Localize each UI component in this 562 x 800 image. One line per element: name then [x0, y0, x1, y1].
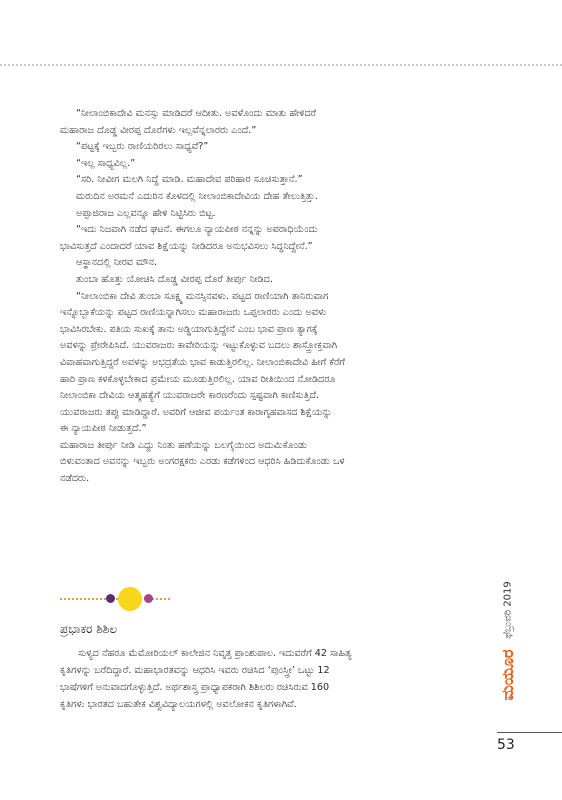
story-line: “ನೀಲಾಂಬಿಕಾದೇವಿ ಮನಸ್ಸು ಮಾಡಿದರೆ ಆದೀತು. ಅವಳೊಂದು ಮಾತು ಹೇಳಿದರೆ [76, 108, 317, 119]
story-line: ವಿವಾಹವಾಗುತ್ತಿದ್ದರೆ ಅವಳನ್ನು ಅಭದ್ರತೆಯ ಭಾವ ಕಾಡುತ್ತಿರಲಿಲ್ಲ. ನೀಲಾಂಬಿಕಾದೇವಿ ಹೀಗೆ ಕೆರೆಗೆ [60, 356, 346, 368]
story-line: “ಇದು ನಿಜವಾಗಿ ನಡೆದ ಘಟನೆ. ಈಗಲೂ ನ್ಯಾಯಪೀಠ ನನ್ನನ್ನು ಅಪರಾಧಿಯೆಂದು [76, 224, 318, 236]
issue-date [500, 580, 516, 640]
story-line: “ಸರಿ. ನೀವೀಗ ಮಲಗಿ ನಿದ್ದೆ ಮಾಡಿ. ಮಹಾದೇವ ಪರಿಹಾರ ಸೂಚಿಸುತ್ತಾನೆ.” [76, 174, 303, 186]
story-line: ಈ ನ್ಯಾಯಪೀಠ ನೀಡುತ್ತದೆ.” [60, 423, 147, 435]
story-line: ಮರುದಿನ ಅರಮನೆ ಎದುರಿನ ಕೊಳದಲ್ಲಿ ನೀಲಾಂಬಿಕಾದೇವಿಯ ದೇಹ ತೇಲುತ್ತಿತ್ತು. [76, 190, 318, 202]
story-line: ನಡೆದರು. [60, 473, 90, 485]
bio-line: ಕೃತಿಗಳನ್ನು ಬರೆದಿದ್ದಾರೆ. ಮಹಾಭಾರತವನ್ನು ಆಧರಿಸಿ ಇವರು ರಚಿಸಿದ ‘ಪುಂಸ್ತ್ರೀ’ ಒಟ್ಟು 12 [60, 665, 330, 676]
story-line: ಮಹಾರಾಜ ದೊಡ್ಡ ವೀರಪ್ಪ ದೊರೆಗಳು ಇಲ್ಲವೆನ್ನಲಾರರು ಎಂದೆ.” [60, 124, 257, 136]
story-line: ಭಾವಿಸುತ್ತದೆ ಎಂದಾದರೆ ಯಾವ ಶಿಕ್ಷೆಯನ್ನು ನೀಡಿದರೂ ಅನುಭವಿಸಲು ಸಿದ್ಧನಿದ್ದೇನೆ.” [60, 240, 313, 252]
story-line: ಅವಳನ್ನು ಪ್ರೇರೇಪಿಸಿದೆ. ಯುವರಾಜರು ಕಾವೇರಿಯನ್ನು ಇಟ್ಟುಕೊಳ್ಳುವ ಬದಲು ಶಾಸ್ತ್ರೋಕ್ತವಾಗಿ [60, 340, 338, 352]
page-number: 53 [497, 737, 515, 753]
magenta-dot-icon [144, 594, 153, 603]
story-text [60, 106, 478, 488]
magazine-brand-text: ಮಯೂರ [498, 649, 517, 701]
yellow-dot-icon [118, 587, 142, 611]
bio-line: ಭಾಷೆಗಳಿಗೆ ಅನುವಾದಗೊಳ್ಳುತ್ತಿದೆ. ಅರ್ಥಶಾಸ್ತ್ರ ಪ್ರಾಧ್ಯಾಪಕರಾಗಿ ಶಿಶಿಲರು ರಚಿಸಿರುವ 160 [60, 682, 330, 693]
bio-line: ಸುಳ್ಯದ ನೆಹರೂ ಮೆಮೋರಿಯಲ್ ಕಾಲೇಜಿನ ನಿವೃತ್ತ ಪ್ರಾಂಶುಪಾಲ. ಇದುವರೆಗೆ 42 ಸಾಹಿತ್ಯ [78, 648, 352, 659]
bio-line: ಕೃತಿಗಳು ಭಾರತದ ಬಹುತೇಕ ವಿಶ್ವವಿದ್ಯಾಲಯಗಳಲ್ಲಿ ಅವಲೋಕನ ಕೃತಿಗಳಾಗಿವೆ. [60, 699, 297, 710]
dotted-line [60, 598, 170, 600]
story-line: “ಪಟ್ಟಕ್ಕೆ ಇಬ್ಬರು ರಾಣಿಯರಿರಲು ಸಾಧ್ಯವೆ?” [76, 141, 209, 153]
top-dotted-divider [0, 64, 562, 66]
magazine-brand [495, 645, 521, 705]
story-line: ತುಂಬಾ ಹೊತ್ತು ಯೋಚಿಸಿ ದೊಡ್ಡ ವೀರಪ್ಪ ದೊರೆ ತೀರ್ಪು ನೀಡಿದ. [76, 273, 273, 285]
story-line: “ಇಲ್ಲ ಸಾಧ್ಯವಿಲ್ಲ.” [76, 157, 136, 169]
story-line: ಆಸ್ಥಾನದಲ್ಲಿ ನೀರವ ಮೌನ. [76, 257, 158, 269]
story-line: ಹಾರಿ ಪ್ರಾಣ ಕಳಕೊಳ್ಳಬೇಕಾದ ಪ್ರಮೇಯ ಮೂಡುತ್ತಿರಲಿಲ್ಲ. ಯಾವ ರೀತಿಯಿಂದ ನೋಡಿದರೂ [60, 373, 336, 385]
story-line: ಯುವರಾಜರು ತಪ್ಪು ಮಾಡಿದ್ದಾರೆ. ಅವರಿಗೆ ಆಜೀವ ಪರ್ಯಂತ ಕಾರಾಗೃಹವಾಸದ ಶಿಕ್ಷೆಯನ್ನು [60, 406, 332, 418]
author-name: ಪ್ರಭಾಕರ ಶಿಶಿಲ [60, 622, 118, 636]
story-line: ಭಾವಿಸಿರಬೇಕು. ಪತಿಯ ಸುಖಕ್ಕೆ ತಾನು ಅಡ್ಡಿಯಾಗುತ್ತಿದ್ದೇನೆ ಎಂಬ ಭಾವ ಪ್ರಾಣ ತ್ಯಾಗಕ್ಕೆ [60, 323, 318, 335]
author-bio [60, 645, 480, 713]
story-line: ನೀಲಾಂಬಿಕಾ ದೇವಿಯ ಆತ್ಮಹತ್ಯೆಗೆ ಯುವರಾಜರೇ ಕಾರಣರೆಂದು ಸ್ಪಷ್ಟವಾಗಿ ಕಾಣಿಸುತ್ತಿದೆ. [60, 390, 320, 402]
page-number-rule [497, 732, 562, 733]
decorative-dots [60, 585, 170, 615]
story-line: ಬಿಳುವಂತಾದ ಅವನನ್ನು ಇಬ್ಬರು ಅಂಗರಕ್ಷಕರು ಎರಡು ಕಡೆಗಳಿಂದ ಆಧರಿಸಿ ಹಿಡಿದುಕೊಂಡು ಒಳ [60, 456, 345, 468]
story-line: ಮಹಾರಾಜ ತೀರ್ಪು ನೀಡಿ ಎದ್ದು ನಿಂತು ಹಣೆಯನ್ನು ಬಲಗೈಯಿಂದ ಅದುಮಿಕೊಂಡು [60, 439, 308, 451]
story-line: ಅಪ್ಪಾಜಿರಾಜ ಎಲ್ಲವನ್ನೂ ಹೇಳಿ ನಿಟ್ಟಿಸಿರು ಬಿಟ್ಟ. [76, 207, 216, 219]
story-line: “ನೀಲಾಂಬಿಕಾ ದೇವಿ ತುಂಬಾ ಸೂಕ್ಷ್ಮ ಮನಸ್ಸಿನವಳು. ಪಟ್ಟದ ರಾಣಿಯಾಗಿ ತಾನಿರುವಾಗ [76, 290, 329, 302]
purple-dot-icon [106, 594, 115, 603]
story-line: ಇನ್ನೊಬ್ಬಾಕೆಯನ್ನು ಪಟ್ಟದ ರಾಣಿಯನ್ನಾಗಿಸಲು ಮಹಾರಾಜರು ಒಪ್ಪಲಾರರು ಎಂದು ಅವಳು [60, 307, 327, 319]
issue-date-text: ಫೆಬ್ರುವರಿ 2019 [502, 581, 514, 639]
